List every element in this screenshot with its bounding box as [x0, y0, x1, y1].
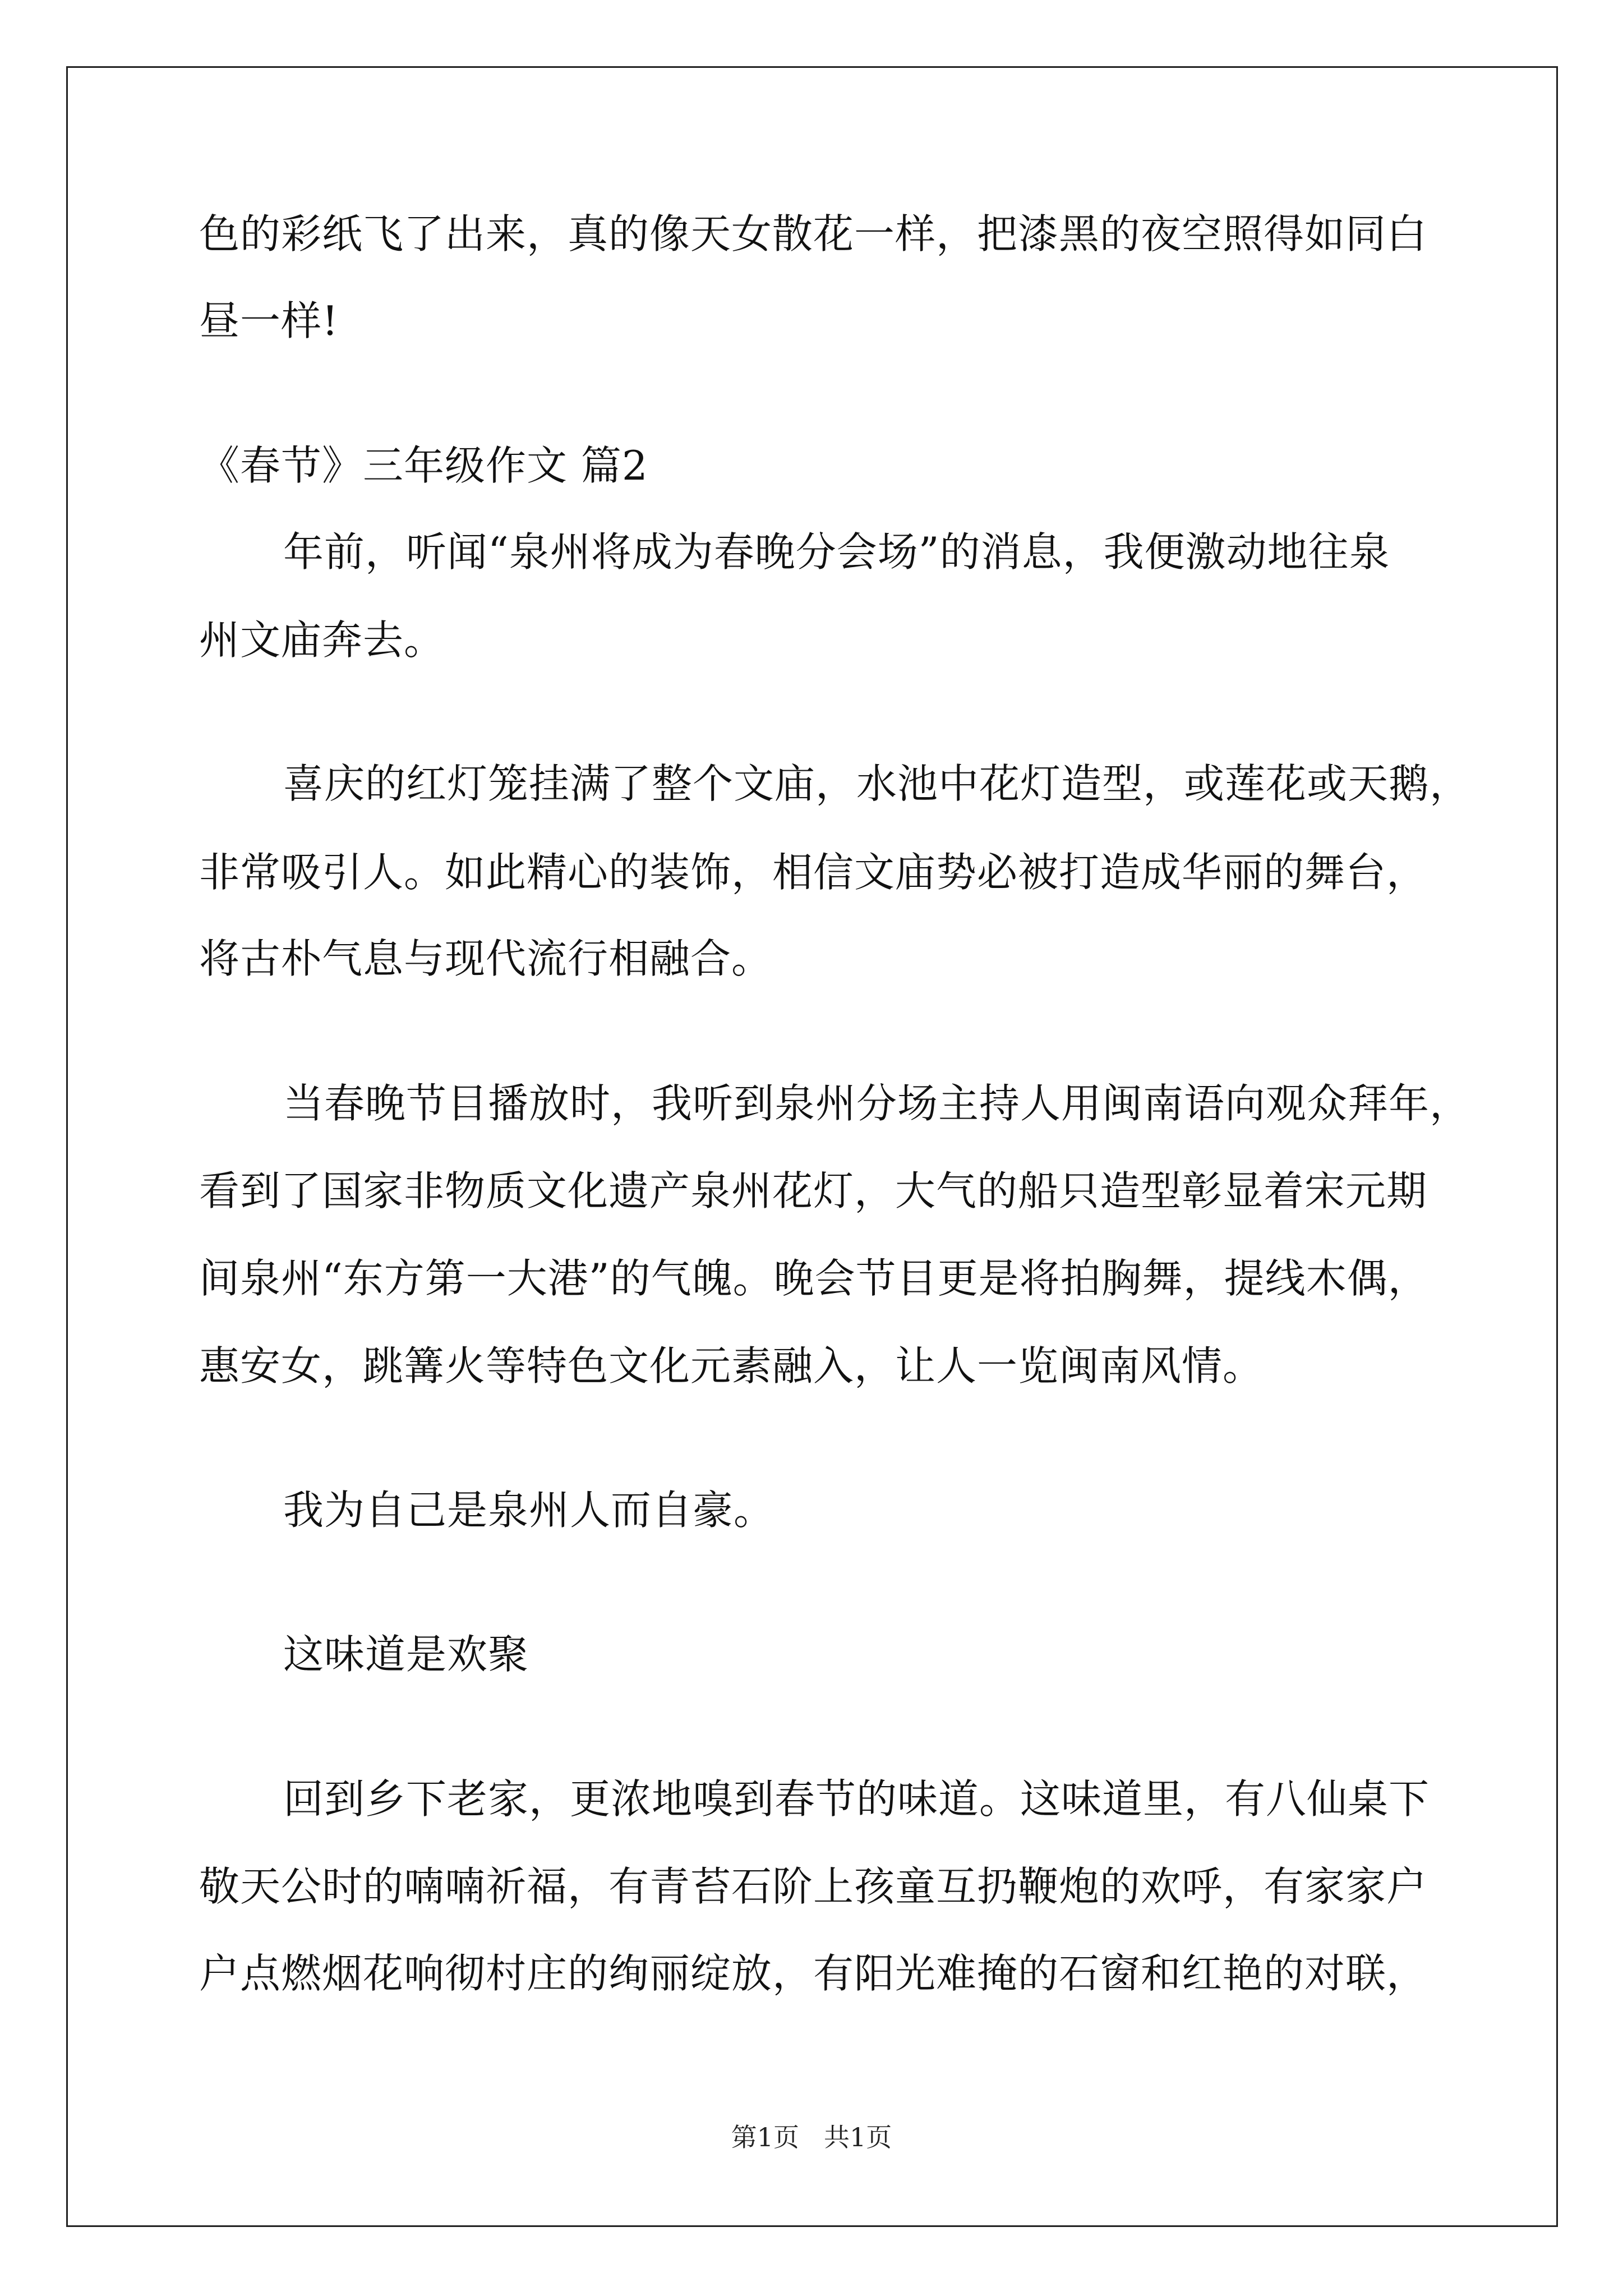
paragraph-line: 非常吸引人。如此精心的装饰，相信文庙势必被打造成华丽的舞台，: [199, 849, 1428, 896]
paragraph-line: 色的彩纸飞了出来，真的像天女散花一样，把漆黑的夜空照得如同白: [199, 210, 1428, 257]
paragraph-line: 我为自己是泉州人而自豪。: [283, 1487, 775, 1534]
paragraph-line: 看到了国家非物质文化遗产泉州花灯，大气的船只造型彰显着宋元期: [199, 1167, 1428, 1214]
paragraph-line: 当春晚节目播放时，我听到泉州分场主持人用闽南语向观众拜年，: [283, 1080, 1471, 1127]
page-total: 共1页: [824, 2122, 892, 2152]
page-number: 第1页: [731, 2122, 799, 2152]
paragraph-line: 州文庙奔去。: [199, 616, 445, 664]
paragraph-line: 昼一样!: [199, 297, 339, 344]
paragraph-line: 敬天公时的喃喃祈福，有青苔石阶上孩童互扔鞭炮的欢呼，有家家户: [199, 1863, 1428, 1910]
section-heading: 《春节》三年级作文 篇2: [199, 442, 648, 489]
paragraph-line: 喜庆的红灯笼挂满了整个文庙，水池中花灯造型，或莲花或天鹅，: [283, 760, 1471, 807]
paragraph-line: 户点燃烟花响彻村庄的绚丽绽放，有阳光难掩的石窗和红艳的对联，: [199, 1950, 1428, 1997]
paragraph-line: 年前，听闻“泉州将成为春晚分会场”的消息，我便激动地往泉: [283, 528, 1390, 576]
paragraph-line: 这味道是欢聚: [283, 1631, 529, 1678]
paragraph-line: 间泉州“东方第一大港”的气魄。晚会节目更是将拍胸舞，提线木偶，: [199, 1255, 1429, 1302]
paragraph-line: 将古朴气息与现代流行相融合。: [199, 935, 773, 982]
paragraph-line: 回到乡下老家，更浓地嗅到春节的味道。这味道里，有八仙桌下: [283, 1775, 1430, 1823]
page-footer: [0, 2120, 1623, 2154]
paragraph-line: 惠安女，跳篝火等特色文化元素融入，让人一览闽南风情。: [199, 1342, 1264, 1389]
